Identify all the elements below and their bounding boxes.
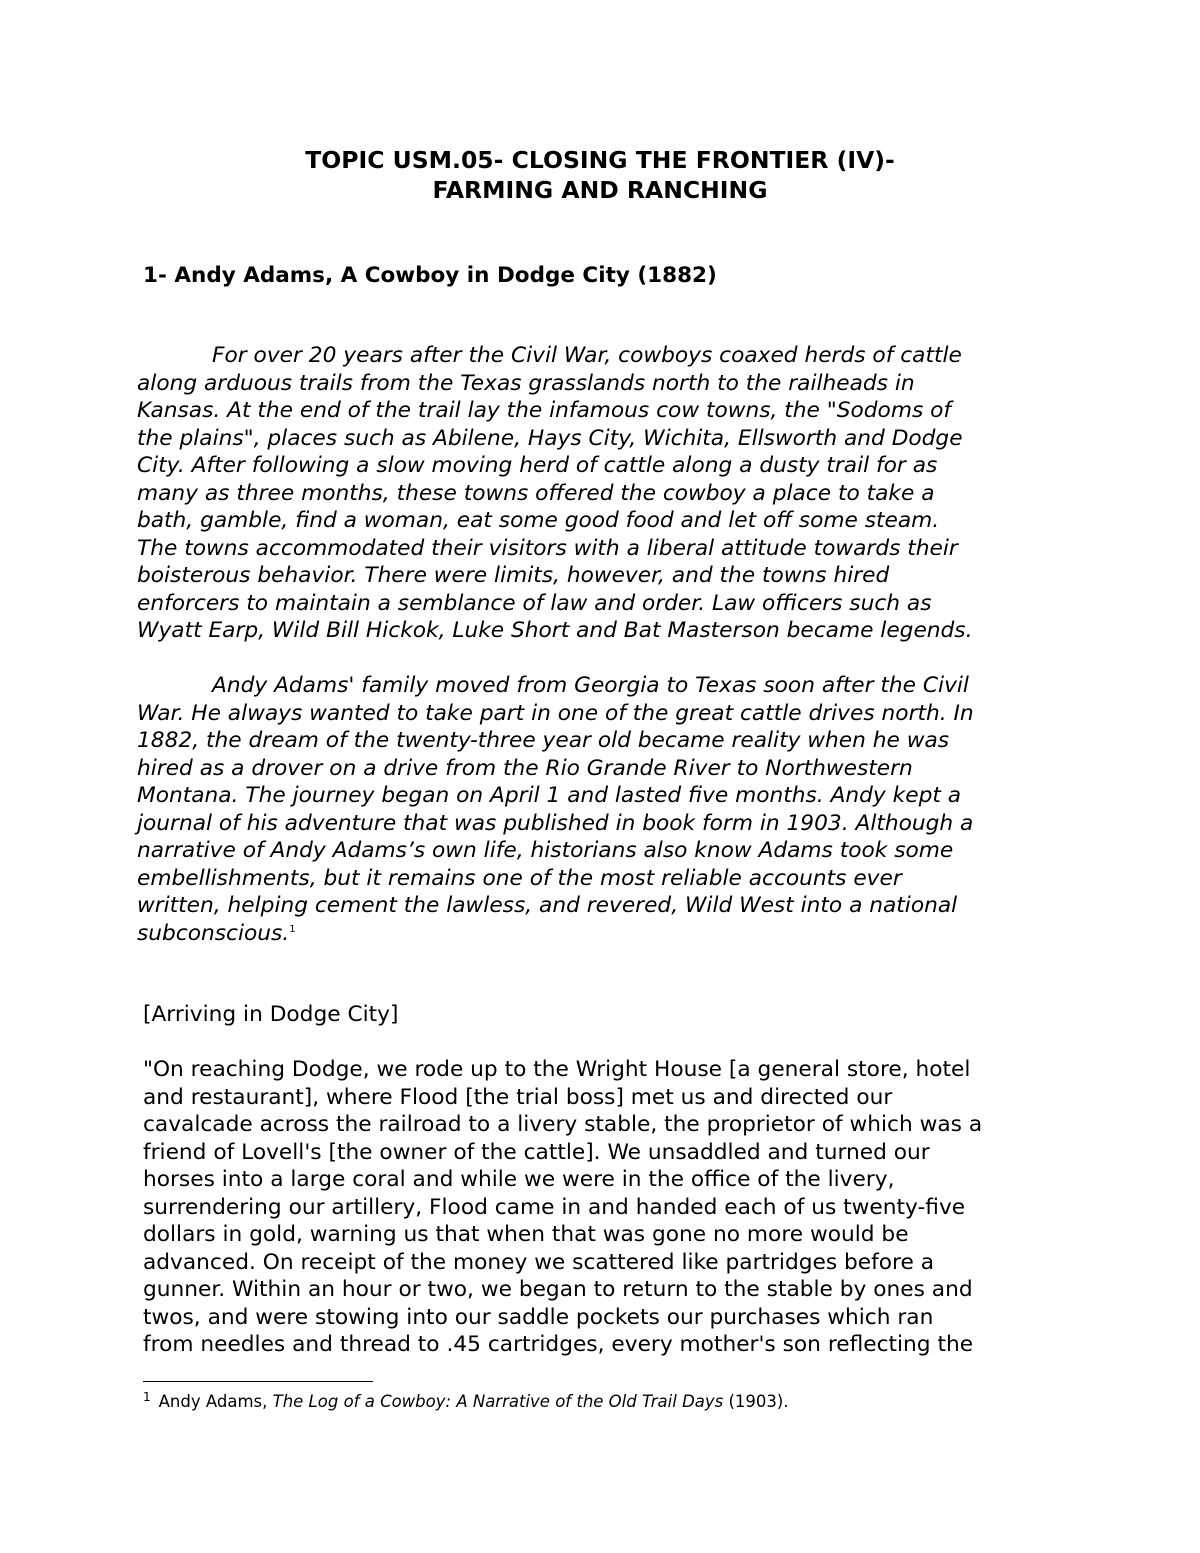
quote-line: friend of Lovell's [the owner of the cattle]. We unsaddled and turned our <box>143 1139 930 1165</box>
quote-line: twos, and were stowing into our saddle pockets our purchases which ran <box>143 1304 934 1330</box>
paragraph-line: Wyatt Earp, Wild Bill Hickok, Luke Short and Bat Masterson became legends. <box>137 618 973 643</box>
bracket-heading: [Arriving in Dodge City] <box>143 1002 399 1027</box>
paragraph-line: For over 20 years after the Civil War, cowboys coaxed herds of cattle <box>212 343 962 368</box>
footnote <box>143 1391 789 1413</box>
intro-paragraph-1 <box>137 342 1067 645</box>
quote-line: horses into a large coral and while we were in the office of the livery, <box>143 1167 895 1192</box>
footnote-separator <box>143 1381 373 1382</box>
quote-line: advanced. On receipt of the money we scattered like partridges before a <box>143 1249 935 1275</box>
quote-line: surrendering our artillery, Flood came in and handed each of us twenty-five <box>143 1194 966 1220</box>
footnote-author: Andy Adams, <box>158 1392 273 1411</box>
paragraph-line: Montana. The journey began on April 1 and lasted five months. Andy kept a <box>137 783 962 808</box>
footnote-reference[interactable]: 1 <box>289 923 296 935</box>
paragraph-line: War. He always wanted to take part in one of the great cattle drives north. In <box>137 700 974 726</box>
footnote-book-title: The Log of a Cowboy: A Narrative of the Old Trail Days <box>272 1392 724 1411</box>
paragraph-line: written, helping cement the lawless, and revered, Wild West into a national <box>137 893 958 918</box>
paragraph-line: Andy Adams' family moved from Georgia to Texas soon after the Civil <box>212 673 969 698</box>
paragraph-line: many as three months, these towns offered the cowboy a place to take a <box>137 480 935 506</box>
paragraph-line <box>137 920 1067 948</box>
quote-line: cavalcade across the railroad to a livery stable, the proprietor of which was a <box>143 1112 983 1137</box>
paragraph-line: hired as a drover on a drive from the Rio Grande River to Northwestern <box>137 755 913 781</box>
paragraph-line: journal of his adventure that was published in book form in 1903. Although a <box>137 810 974 836</box>
quote-line: gunner. Within an hour or two, we began to return to the stable by ones and <box>143 1277 973 1302</box>
intro-paragraph-2 <box>137 672 1067 947</box>
document-title-line-1: TOPIC USM.05- CLOSING THE FRONTIER (IV)- <box>305 146 895 174</box>
footnote-year: (1903). <box>723 1392 789 1411</box>
paragraph-line: The towns accommodated their visitors with a liberal attitude towards their <box>137 535 958 561</box>
paragraph-line-text: subconscious. <box>137 920 290 946</box>
quote-line: and restaurant], where Flood [the trial boss] met us and directed our <box>143 1084 893 1110</box>
paragraph-line: 1882, the dream of the twenty-three year old became reality when he was <box>137 728 950 753</box>
document-title-line-2: FARMING AND RANCHING <box>432 176 768 204</box>
quote-paragraph <box>143 1056 1063 1359</box>
paragraph-line: Kansas. At the end of the trail lay the infamous cow towns, the "Sodoms of <box>137 398 952 423</box>
paragraph-line: enforcers to maintain a semblance of law and order. Law officers such as <box>137 590 932 616</box>
paragraph-line: embellishments, but it remains one of the most reliable accounts ever <box>137 865 902 891</box>
quote-line: dollars in gold, warning us that when that was gone no more would be <box>143 1222 909 1247</box>
paragraph-line: narrative of Andy Adams’s own life, historians also know Adams took some <box>137 838 954 863</box>
paragraph-line: bath, gamble, find a woman, eat some good food and let off some steam. <box>137 508 940 533</box>
quote-line: from needles and thread to .45 cartridges, every mother's son reflecting the <box>143 1332 974 1357</box>
footnote-number: 1 <box>143 1389 151 1404</box>
paragraph-line: boisterous behavior. There were limits, however, and the towns hired <box>137 563 890 588</box>
section-heading: 1- Andy Adams, A Cowboy in Dodge City (1882) <box>143 263 717 288</box>
paragraph-line: City. After following a slow moving herd of cattle along a dusty trail for as <box>137 453 938 478</box>
paragraph-line: along arduous trails from the Texas grasslands north to the railheads in <box>137 370 915 396</box>
quote-line: "On reaching Dodge, we rode up to the Wright House [a general store, hotel <box>143 1057 971 1082</box>
paragraph-line: the plains", places such as Abilene, Hays City, Wichita, Ellsworth and Dodge <box>137 425 963 451</box>
